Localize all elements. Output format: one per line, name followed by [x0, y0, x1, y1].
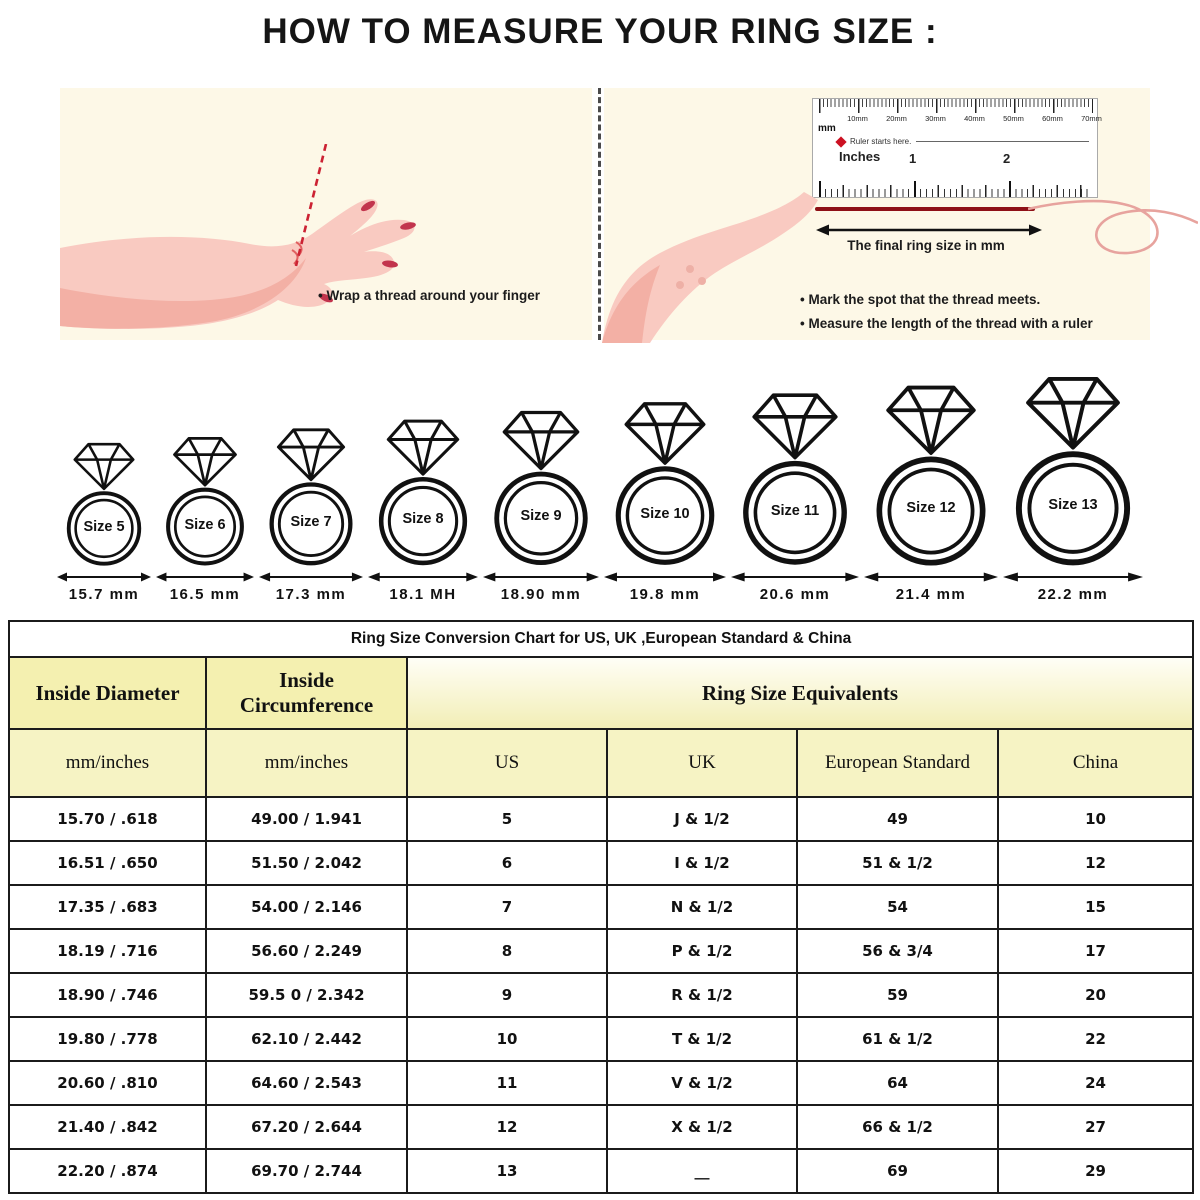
inches-unit-label: Inches: [839, 149, 881, 164]
table-cell: 17.35 / .683: [9, 885, 206, 929]
ring-width-arrow-icon: [483, 571, 599, 583]
table-title-row: [9, 621, 1193, 657]
table-cell: 49: [797, 797, 998, 841]
ring-figure: [868, 380, 994, 566]
hand-illustration: [602, 173, 824, 343]
table-cell: 56 & 3/4: [797, 929, 998, 973]
table-cell: __: [607, 1149, 797, 1193]
inch-number: 1: [909, 151, 917, 166]
table-cell: 29: [998, 1149, 1193, 1193]
ruler-start-diamond-icon: [835, 136, 846, 147]
ring-width-arrow-icon: [731, 571, 859, 583]
thread-loop-icon: [1028, 192, 1198, 272]
table-row: [9, 973, 1193, 1017]
panel-wrap-thread: [60, 88, 592, 340]
table-cell: 69.70 / 2.744: [206, 1149, 407, 1193]
subheader-diameter-unit: mm/inches: [9, 729, 206, 797]
table-cell: I & 1/2: [607, 841, 797, 885]
diamond-ring-icon: [487, 406, 595, 566]
table-cell: 15.70 / .618: [9, 797, 206, 841]
diamond-ring-icon: [372, 415, 474, 566]
mm-tick-label: 20mm: [886, 114, 907, 123]
ring-figure: [61, 439, 147, 566]
measure-instruction: • Measure the length of the thread with a ruler: [800, 315, 1093, 331]
mm-tick-label: 50mm: [1003, 114, 1024, 123]
table-cell: 59.5 0 / 2.342: [206, 973, 407, 1017]
table-cell: 9: [407, 973, 607, 1017]
table-cell: 51 & 1/2: [797, 841, 998, 885]
page-title: HOW TO MEASURE YOUR RING SIZE :: [262, 12, 938, 51]
table-group-header-row: [9, 657, 1193, 729]
table-cell: 10: [998, 797, 1193, 841]
table-cell: N & 1/2: [607, 885, 797, 929]
table-row: [9, 1105, 1193, 1149]
table-cell: 64: [797, 1061, 998, 1105]
ring-figure: [608, 397, 722, 566]
ring-width-arrow-icon: [604, 571, 726, 583]
diamond-ring-icon: [868, 380, 994, 566]
ring-width-arrow-icon: [156, 571, 254, 583]
table-cell: 49.00 / 1.941: [206, 797, 407, 841]
ring-mm-label: 19.8 mm: [629, 586, 701, 603]
ring-figure: [372, 415, 474, 566]
final-size-arrow-icon: [816, 222, 1042, 238]
table-row: [9, 885, 1193, 929]
final-size-label: The final ring size in mm: [847, 238, 1005, 253]
ring-item: [735, 388, 855, 603]
ring-item: [1007, 371, 1139, 603]
header-inside-circumference: Inside Circumference: [206, 657, 407, 729]
ring-mm-label: 21.4 mm: [895, 586, 967, 603]
ring-figure: [735, 388, 855, 566]
table-row: [9, 841, 1193, 885]
table-cell: J & 1/2: [607, 797, 797, 841]
mm-unit-label: mm: [818, 123, 836, 134]
table-cell: V & 1/2: [607, 1061, 797, 1105]
ruler-start-row: [837, 137, 1089, 146]
ring-size-label: Size 6: [184, 516, 226, 533]
ring-mm-label: 22.2 mm: [1037, 586, 1109, 603]
ring-size-label: Size 5: [83, 518, 125, 535]
table-cell: 6: [407, 841, 607, 885]
ring-width-arrow-icon: [864, 571, 998, 583]
table-cell: 67.20 / 2.644: [206, 1105, 407, 1149]
table-cell: 16.51 / .650: [9, 841, 206, 885]
table-cell: 66 & 1/2: [797, 1105, 998, 1149]
table-cell: 18.19 / .716: [9, 929, 206, 973]
table-row: [9, 1017, 1193, 1061]
ring-mm-label: 18.90 mm: [500, 586, 582, 603]
subheader-china: China: [998, 729, 1193, 797]
table-row: [9, 929, 1193, 973]
table-cell: 59: [797, 973, 998, 1017]
table-cell: T & 1/2: [607, 1017, 797, 1061]
mm-tick-labels: [838, 114, 1111, 123]
hand-illustration: [60, 138, 430, 338]
table-cell: 62.10 / 2.442: [206, 1017, 407, 1061]
table-cell: 18.90 / .746: [9, 973, 206, 1017]
diamond-ring-icon: [735, 388, 855, 566]
table-cell: 15: [998, 885, 1193, 929]
table-cell: 10: [407, 1017, 607, 1061]
table-cell: 19.80 / .778: [9, 1017, 206, 1061]
diamond-ring-icon: [1007, 371, 1139, 566]
table-cell: 51.50 / 2.042: [206, 841, 407, 885]
ring-mm-label: 20.6 mm: [759, 586, 831, 603]
diamond-ring-icon: [263, 424, 359, 566]
panel-measure-ruler: [604, 88, 1150, 340]
table-row: [9, 797, 1193, 841]
table-cell: 7: [407, 885, 607, 929]
table-cell: 22.20 / .874: [9, 1149, 206, 1193]
ring-item: [608, 397, 722, 603]
measure-instructions: [800, 288, 1093, 335]
table-cell: 17: [998, 929, 1193, 973]
table-cell: 61 & 1/2: [797, 1017, 998, 1061]
table-cell: 54: [797, 885, 998, 929]
ring-size-label: Size 9: [520, 508, 562, 525]
table-cell: X & 1/2: [607, 1105, 797, 1149]
table-cell: 24: [998, 1061, 1193, 1105]
mm-tick-label: 10mm: [847, 114, 868, 123]
table-cell: 20.60 / .810: [9, 1061, 206, 1105]
ring-size-label: Size 10: [640, 505, 690, 522]
table-sub-header-row: [9, 729, 1193, 797]
table-row: [9, 1149, 1193, 1193]
ring-figure: [487, 406, 595, 566]
diamond-ring-icon: [608, 397, 722, 566]
ring-item: [263, 424, 359, 603]
ring-width-arrow-icon: [259, 571, 363, 583]
ring-mm-label: 16.5 mm: [169, 586, 241, 603]
table-cell: 64.60 / 2.543: [206, 1061, 407, 1105]
instruction-panels: [60, 88, 1150, 340]
conversion-table: [8, 620, 1194, 1194]
mm-tick-label: 70mm: [1081, 114, 1102, 123]
table-cell: 13: [407, 1149, 607, 1193]
table-cell: 11: [407, 1061, 607, 1105]
ring-size-label: Size 12: [906, 500, 956, 517]
ring-size-label: Size 11: [770, 502, 820, 519]
subheader-uk: UK: [607, 729, 797, 797]
table-cell: 27: [998, 1105, 1193, 1149]
table-cell: 5: [407, 797, 607, 841]
thread-icon: [282, 144, 342, 294]
table-title: Ring Size Conversion Chart for US, UK ,European Standard & China: [9, 621, 1193, 657]
thread-line: [815, 207, 1035, 211]
ring-size-label: Size 13: [1048, 497, 1098, 514]
ring-item: [487, 406, 595, 603]
ruler: [812, 98, 1102, 198]
ring-mm-label: 17.3 mm: [275, 586, 347, 603]
mm-tick-label: 40mm: [964, 114, 985, 123]
subheader-european-standard: European Standard: [797, 729, 998, 797]
mm-tick-label: 30mm: [925, 114, 946, 123]
wrap-thread-instruction: • Wrap a thread around your finger: [318, 288, 541, 303]
mm-tick-label: 60mm: [1042, 114, 1063, 123]
inch-number: 2: [1003, 151, 1011, 166]
table-cell: R & 1/2: [607, 973, 797, 1017]
ring-width-arrow-icon: [368, 571, 478, 583]
header-inside-diameter: Inside Diameter: [9, 657, 206, 729]
table-cell: 54.00 / 2.146: [206, 885, 407, 929]
ring-figure: [1007, 371, 1139, 566]
ring-width-arrow-icon: [1003, 571, 1143, 583]
table-cell: 8: [407, 929, 607, 973]
ring-mm-label: 18.1 MH: [389, 586, 457, 603]
table-cell: P & 1/2: [607, 929, 797, 973]
header-ring-size-equivalents: Ring Size Equivalents: [407, 657, 1193, 729]
ruler-start-label: Ruler starts here.: [850, 137, 912, 146]
ring-size-label: Size 7: [290, 513, 332, 530]
mm-major-ticks: [819, 99, 1093, 113]
ring-item: [61, 439, 147, 603]
table-row: [9, 1061, 1193, 1105]
diamond-ring-icon: [61, 439, 147, 566]
subheader-circumference-unit: mm/inches: [206, 729, 407, 797]
ring-size-row: [0, 365, 1200, 603]
ring-item: [372, 415, 474, 603]
ring-item: [868, 380, 994, 603]
measure-instruction: • Mark the spot that the thread meets.: [800, 292, 1041, 307]
diamond-ring-icon: [160, 433, 250, 566]
ring-size-label: Size 8: [402, 511, 444, 528]
ring-mm-label: 15.7 mm: [68, 586, 140, 603]
ring-figure: [160, 433, 250, 566]
ring-item: [160, 433, 250, 603]
table-cell: 12: [407, 1105, 607, 1149]
ring-figure: [263, 424, 359, 566]
table-cell: 69: [797, 1149, 998, 1193]
table-cell: 56.60 / 2.249: [206, 929, 407, 973]
subheader-us: US: [407, 729, 607, 797]
table-cell: 12: [998, 841, 1193, 885]
ring-width-arrow-icon: [57, 571, 151, 583]
table-cell: 21.40 / .842: [9, 1105, 206, 1149]
table-cell: 20: [998, 973, 1193, 1017]
ruler-start-line: [916, 141, 1089, 142]
table-cell: 22: [998, 1017, 1193, 1061]
